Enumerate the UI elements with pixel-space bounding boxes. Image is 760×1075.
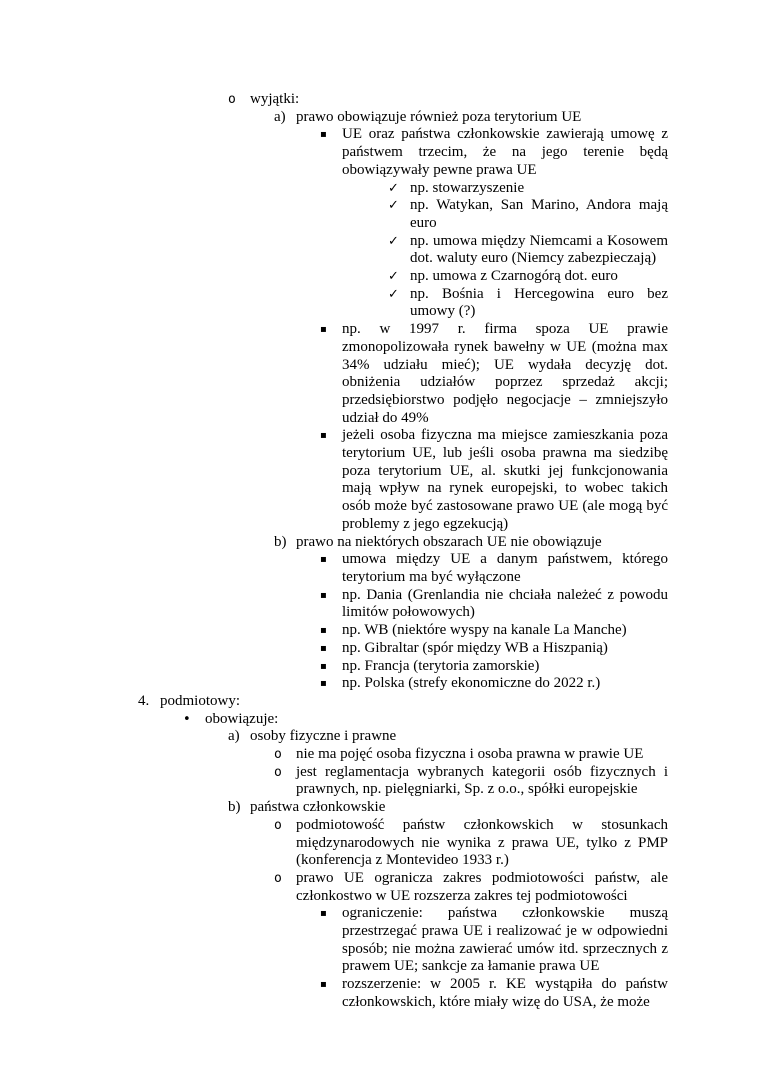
o-bullet-marker: o	[228, 92, 236, 107]
list-item-text: np. umowa z Czarnogórą dot. euro	[410, 268, 618, 285]
o-bullet-marker: o	[274, 870, 282, 886]
square-bullet-marker: ▪	[320, 908, 327, 920]
list-item	[92, 321, 668, 427]
square-bullet-marker: ▪	[320, 554, 327, 566]
list-item-text: np. Polska (strefy ekonomiczne do 2022 r.)	[342, 675, 601, 692]
list-item-text: np. stowarzyszenie	[410, 179, 525, 196]
list-item	[92, 905, 668, 976]
list-item-text: nie ma pojęć osoba fizyczna i osoba prawna w prawie UE	[296, 746, 644, 763]
list-item	[92, 197, 668, 232]
list-item	[92, 640, 668, 658]
square-bullet-marker: ▪	[320, 129, 327, 141]
list-item	[92, 180, 668, 198]
list-item	[92, 268, 668, 286]
list-item-text: jest reglamentacja wybranych kategorii osób fizycznych i prawnych, np. pielęgniarki, Sp. z o.o., spółki europejskie	[296, 763, 668, 798]
number-label: 4.	[138, 692, 150, 709]
list-item-text: ograniczenie: państwa członkowskie muszą przestrzegać prawa UE i realizować je w odpowiedni sposób; nie można zawierać umów itd. sprzecznych z prawem UE; sankcje za łamanie prawa UE	[342, 905, 668, 975]
list-item-text: jeżeli osoba fizyczna ma miejsce zamieszkania poza terytorium UE, lub jeśli osoba prawna ma siedzibę poza terytorium UE, al. skutki jej funkcjonowania mają wpływ na rynek europejski, to wobec takich osób może być zastosowane prawo UE (ale mogą być problemy z jego egzekucją)	[342, 427, 668, 532]
list-item	[92, 126, 668, 179]
square-bullet-marker: ▪	[320, 678, 327, 690]
list-item	[92, 817, 668, 870]
o-bullet-marker: o	[274, 747, 282, 763]
letter-label: a)	[274, 108, 286, 125]
list-item-text: np. umowa między Niemcami a Kosowem dot. waluty euro (Niemcy zabezpieczają)	[410, 232, 668, 267]
list-item	[92, 534, 668, 552]
list-item-text: rozszerzenie: w 2005 r. KE wystąpiła do państw członkowskich, które miały wizę do USA, że może	[342, 976, 668, 1010]
list-item	[92, 728, 668, 746]
list-item	[92, 551, 668, 586]
list-item-text: np. WB (niektóre wyspy na kanale La Manche)	[342, 622, 627, 639]
list-item	[92, 693, 668, 711]
list-item	[92, 675, 668, 693]
square-bullet-marker: ▪	[320, 979, 327, 991]
list-item-text: prawo na niektórych obszarach UE nie obowiązuje	[296, 533, 602, 550]
list-item-text: np. Watykan, San Marino, Andora mają euro	[410, 197, 668, 231]
letter-label: b)	[274, 533, 287, 550]
list-item-text: podmiotowość państw członkowskich w stosunkach międzynarodowych nie wynika z prawa UE, tylko z PMP (konferencja z Montevideo 1933 r.)	[296, 816, 668, 869]
list-item-text: prawo UE ogranicza zakres podmiotowości państw, ale członkostwo w UE rozszerza zakres tej podmiotowości	[296, 869, 668, 904]
square-bullet-marker: ▪	[320, 324, 327, 336]
document-body	[92, 91, 668, 1012]
list-item	[92, 764, 668, 799]
list-item	[92, 233, 668, 268]
list-item-text: państwa członkowskie	[250, 799, 386, 816]
check-bullet-marker: ✓	[388, 198, 399, 214]
check-bullet-marker: ✓	[388, 269, 399, 285]
list-item	[92, 870, 668, 905]
list-item	[92, 286, 668, 321]
list-item-text: umowa między UE a danym państwem, którego terytorium ma być wyłączone	[342, 551, 668, 585]
list-item	[92, 658, 668, 676]
list-item	[92, 799, 668, 817]
list-item	[92, 622, 668, 640]
list-item-text: np. Francja (terytoria zamorskie)	[342, 657, 540, 674]
bullet-bullet-marker: •	[183, 711, 191, 727]
list-item-text: obowiązuje:	[205, 710, 279, 727]
list-item-text: wyjątki:	[250, 91, 300, 107]
o-bullet-marker: o	[274, 764, 282, 780]
list-item	[92, 746, 668, 764]
list-item-text: prawo obowiązuje również poza terytorium UE	[296, 108, 582, 125]
square-bullet-marker: ▪	[320, 589, 327, 601]
list-item-text: podmiotowy:	[160, 692, 241, 709]
check-bullet-marker: ✓	[388, 180, 399, 196]
list-item-text: np. Gibraltar (spór między WB a Hiszpanią)	[342, 639, 608, 656]
list-item	[92, 587, 668, 622]
list-item-text: UE oraz państwa członkowskie zawierają umowę z państwem trzecim, że na jego terenie będą obowiązywały pewne prawa UE	[342, 126, 668, 178]
o-bullet-marker: o	[274, 817, 282, 833]
letter-label: b)	[228, 799, 241, 816]
square-bullet-marker: ▪	[320, 625, 327, 637]
list-item	[92, 711, 668, 729]
list-item	[92, 91, 668, 109]
list-item-text: osoby fizyczne i prawne	[250, 728, 397, 745]
check-bullet-marker: ✓	[388, 286, 399, 302]
square-bullet-marker: ▪	[320, 660, 327, 672]
list-item-text: np. Dania (Grenlandia nie chciała należeć z powodu limitów połowowych)	[342, 586, 668, 621]
square-bullet-marker: ▪	[320, 430, 327, 442]
list-item	[92, 427, 668, 533]
list-item	[92, 109, 668, 127]
letter-label: a)	[228, 728, 240, 745]
list-item	[92, 976, 668, 1011]
check-bullet-marker: ✓	[388, 233, 399, 249]
square-bullet-marker: ▪	[320, 642, 327, 654]
list-item-text: np. Bośnia i Hercegowina euro bez umowy (?)	[410, 285, 668, 320]
list-item-text: np. w 1997 r. firma spoza UE prawie zmonopolizowała rynek bawełny w UE (można max 34% udziału mieć); UE wydała decyzję dot. obniżenia udziałów poprzez sprzedaż akcji; przedsiębiorstwo podjęło negocjacje – zmniejszyło udział do 49%	[342, 321, 668, 426]
